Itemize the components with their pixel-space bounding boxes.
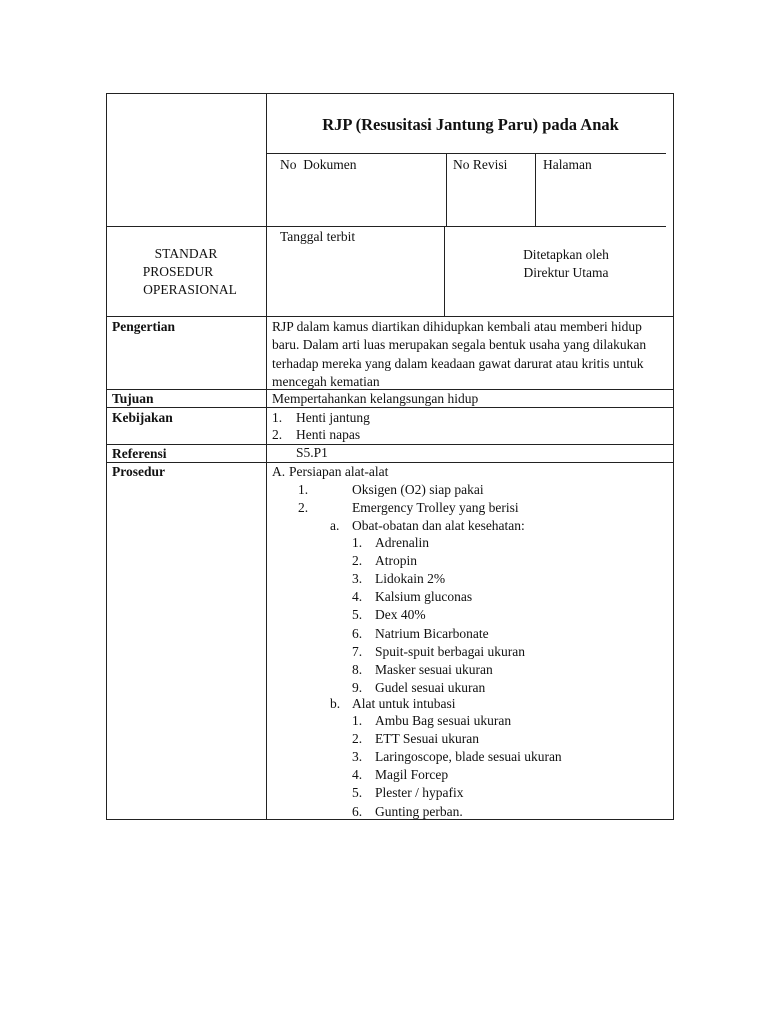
list-item-number: 2.: [298, 500, 309, 515]
prosedur-label: Prosedur: [112, 464, 165, 479]
sub-b-title: Alat untuk intubasi: [352, 696, 456, 711]
no-dokumen-label: No Dokumen: [280, 157, 357, 172]
doc-info-bottom: [106, 226, 666, 227]
list-item-number: 7.: [352, 643, 363, 659]
list-item-number: 4.: [352, 767, 363, 783]
kebijakan-label: Kebijakan: [112, 410, 173, 425]
list-item: Dex 40%: [375, 607, 426, 623]
list-item-number: 1.: [352, 535, 363, 550]
list-item: Oksigen (O2) siap pakai: [352, 482, 484, 497]
no-revisi-label: No Revisi: [453, 157, 508, 172]
spo-label-line3: OPERASIONAL: [143, 282, 237, 297]
tanggal-terbit-label: Tanggal terbit: [280, 229, 356, 244]
spo-label-line1: STANDAR: [154, 246, 218, 261]
prosedur-a-marker: A.: [272, 464, 286, 479]
list-item: Kalsium gluconas: [375, 589, 473, 605]
list-item: Gunting perban.: [375, 803, 463, 819]
list-item: Lidokain 2%: [375, 571, 446, 587]
list-item-number: 3.: [352, 749, 363, 765]
list-item: Plester / hypafix: [375, 785, 464, 801]
list-item: Henti napas: [296, 427, 361, 442]
ditetapkan-line2: Direktur Utama: [523, 265, 609, 280]
list-item: Natrium Bicarbonate: [375, 625, 489, 641]
tanggal-divider: [444, 226, 445, 316]
sub-b-marker: b.: [330, 696, 341, 711]
table-border-top: [106, 93, 674, 94]
list-item: Adrenalin: [375, 535, 429, 550]
list-item: Atropin: [375, 553, 417, 569]
row-line-prosedur: [106, 462, 674, 463]
prosedur-a-title: Persiapan alat-alat: [289, 464, 389, 479]
list-item-number: 3.: [352, 571, 363, 587]
row-line-referensi: [106, 444, 674, 445]
list-item-number: 4.: [352, 589, 363, 605]
table-border-left: [106, 93, 107, 819]
list-item: Spuit-spuit berbagai ukuran: [375, 643, 525, 659]
list-item: Masker sesuai ukuran: [375, 661, 493, 677]
list-item: Ambu Bag sesuai ukuran: [375, 713, 512, 728]
list-item: Magil Forcep: [375, 767, 449, 783]
sub-a-title: Obat-obatan dan alat kesehatan:: [352, 518, 525, 533]
referensi-label: Referensi: [112, 446, 167, 461]
list-item: Emergency Trolley yang berisi: [352, 500, 519, 515]
list-item-number: 6.: [352, 803, 363, 819]
list-item-number: 9.: [352, 679, 363, 695]
list-item-number: 2.: [352, 553, 363, 569]
list-item-number: 2.: [272, 427, 283, 442]
title-underline: [266, 153, 666, 154]
sub-a-marker: a.: [330, 518, 340, 533]
tujuan-text: Mempertahankan kelangsungan hidup: [272, 391, 479, 406]
list-item-number: 5.: [352, 785, 363, 801]
header-bottom: [106, 316, 674, 317]
list-item-number: 2.: [352, 731, 363, 747]
column-divider: [266, 93, 267, 819]
list-item: Laringoscope, blade sesuai ukuran: [375, 749, 562, 765]
list-item-number: 1.: [298, 482, 309, 497]
spo-label-line2: PROSEDUR: [142, 264, 214, 279]
list-item-number: 8.: [352, 661, 363, 677]
pengertian-text: RJP dalam kamus diartikan dihidupkan kembali atau memberi hidup baru. Dalam arti luas merupakan segala bentuk usaha yang dilakukan terhadap mereka yang dalam keadaan gawat darurat atau kritis untuk mencegah kematian: [272, 319, 647, 389]
pengertian-label: Pengertian: [112, 319, 175, 334]
list-item-number: 1.: [352, 713, 363, 728]
list-item: Henti jantung: [296, 410, 370, 425]
tujuan-label: Tujuan: [112, 391, 154, 406]
list-item-number: 6.: [352, 625, 363, 641]
document-title: RJP (Resusitasi Jantung Paru) pada Anak: [322, 115, 619, 134]
ditetapkan-line1: Ditetapkan oleh: [523, 247, 609, 262]
list-item-number: 5.: [352, 607, 363, 623]
table-border-right: [673, 93, 674, 819]
list-item: ETT Sesuai ukuran: [375, 731, 479, 747]
list-item-number: 1.: [272, 410, 283, 425]
halaman-label: Halaman: [543, 157, 592, 172]
list-item: Gudel sesuai ukuran: [375, 679, 486, 695]
revisi-divider: [446, 153, 447, 226]
halaman-divider: [535, 153, 536, 226]
referensi-text: S5.P1: [296, 445, 328, 460]
